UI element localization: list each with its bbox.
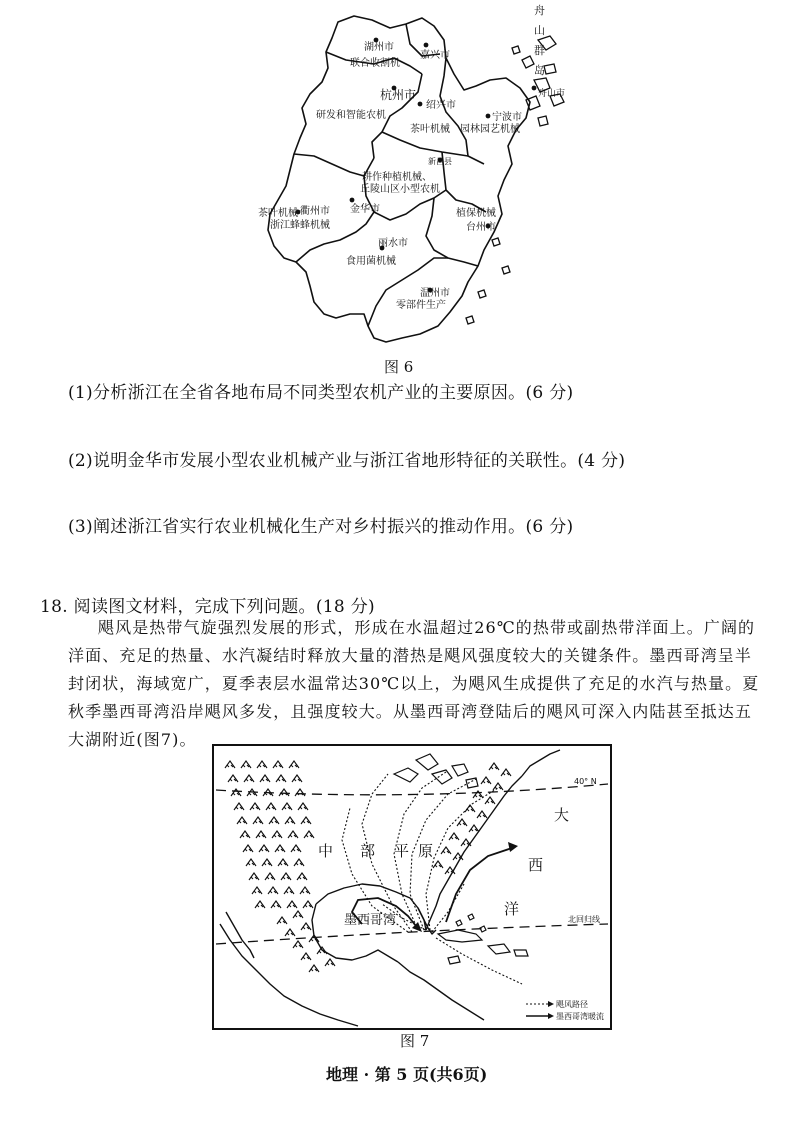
figure-6 bbox=[250, 0, 580, 350]
mountain-symbol bbox=[288, 831, 298, 838]
mountain-symbol bbox=[250, 803, 260, 810]
svg-text:舟山群岛: 舟山群岛 bbox=[534, 4, 545, 77]
mountain-symbol bbox=[301, 817, 311, 824]
mountain-symbol bbox=[275, 845, 285, 852]
mountain-symbol bbox=[441, 847, 451, 854]
question-18-heading: 18. 阅读图文材料，完成下列问题。(18 分) bbox=[40, 597, 375, 617]
great-lakes bbox=[394, 754, 478, 788]
q18-line-5: 大湖附近(图7)。 bbox=[68, 730, 197, 749]
mountain-symbol bbox=[255, 901, 265, 908]
question-17-1: (1)分析浙江在全省各地布局不同类型农机产业的主要原因。(6 分) bbox=[68, 383, 574, 403]
zhoushan-islands bbox=[466, 36, 564, 324]
label-jinhua-ind1: 耕作种植机械、 bbox=[362, 172, 432, 183]
legend-hurricane-path: 飓风路径 bbox=[556, 1000, 588, 1009]
legend-gulf-stream: 墨西哥湾暖流 bbox=[556, 1012, 604, 1021]
mountain-symbol bbox=[469, 825, 479, 832]
question-17-2: (2)说明金华市发展小型农业机械产业与浙江省地形特征的关联性。(4 分) bbox=[68, 451, 626, 471]
mountain-symbol bbox=[300, 887, 310, 894]
q18-line-1: 飓风是热带气旋强烈发展的形式，形成在水温超过26℃的热带或副热带洋面上。广阔的 bbox=[98, 618, 756, 637]
label-ocean-3: 洋 bbox=[504, 900, 520, 918]
mountain-symbol bbox=[301, 953, 311, 960]
mountain-symbol bbox=[485, 797, 495, 804]
border-shaoxing-ningbo bbox=[440, 58, 484, 164]
label-ocean-1: 大 bbox=[554, 806, 570, 824]
label-huzhou-ind: 联合收割机 bbox=[350, 58, 400, 69]
mountain-symbol bbox=[304, 831, 314, 838]
mountain-symbol bbox=[301, 923, 311, 930]
zhejiang-map bbox=[250, 0, 580, 350]
mountain-symbol bbox=[272, 831, 282, 838]
coastline-northeast bbox=[522, 750, 560, 776]
mountain-symbol bbox=[293, 941, 303, 948]
figure-6-caption: 图 6 bbox=[384, 358, 414, 376]
label-zhoushan: 舟山市 bbox=[538, 89, 566, 99]
label-quzhou: 衢州市 bbox=[300, 206, 330, 217]
mountain-symbol bbox=[234, 803, 244, 810]
label-plain-3: 平 bbox=[394, 842, 410, 860]
mountain-symbol bbox=[303, 901, 313, 908]
mountain-symbol bbox=[225, 761, 235, 768]
mountain-symbol bbox=[240, 831, 250, 838]
mountain-symbol bbox=[276, 775, 286, 782]
mountain-symbol bbox=[273, 761, 283, 768]
mountain-symbol bbox=[285, 817, 295, 824]
figure-7 bbox=[212, 744, 612, 1030]
label-shaoxing: 绍兴市 bbox=[426, 100, 456, 111]
mountain-symbol bbox=[246, 859, 256, 866]
label-quzhou-ind2: 浙江蜂蜂机械 bbox=[270, 220, 330, 231]
caribbean-islands bbox=[438, 914, 528, 964]
mountain-symbol bbox=[477, 811, 487, 818]
shaoxing-dot bbox=[418, 102, 423, 107]
q18-line-2: 洋面、充足的热量、水汽凝结时释放大量的潜热是飓风强度较大的关键条件。墨西哥湾呈半 bbox=[68, 646, 753, 665]
mountain-symbol bbox=[489, 763, 499, 770]
ningbo-dot bbox=[486, 114, 491, 119]
mountain-symbol bbox=[287, 901, 297, 908]
mountain-symbol bbox=[231, 789, 241, 796]
mountain-symbol bbox=[325, 959, 335, 966]
mountain-symbol bbox=[277, 917, 287, 924]
mountain-symbol bbox=[292, 775, 302, 782]
mountain-symbol bbox=[237, 817, 247, 824]
label-quzhou-ind1: 茶叶机械 bbox=[258, 208, 298, 219]
mountain-symbol bbox=[243, 845, 253, 852]
mountain-symbol bbox=[268, 887, 278, 894]
label-xinchang: 新昌县 bbox=[428, 157, 452, 166]
mountain-symbol bbox=[252, 887, 262, 894]
label-lishui-ind: 食用菌机械 bbox=[346, 256, 396, 267]
border-shaoxing-south bbox=[382, 132, 468, 156]
label-ningbo: 宁波市 bbox=[492, 112, 522, 123]
mountain-symbol bbox=[269, 817, 279, 824]
mountain-symbol bbox=[501, 769, 511, 776]
latitude-40n bbox=[216, 784, 608, 795]
legend bbox=[526, 999, 604, 1021]
mountain-symbol bbox=[265, 873, 275, 880]
label-tropic: 北回归线 bbox=[568, 915, 600, 924]
mountain-symbol bbox=[260, 775, 270, 782]
label-taizhou: 台州市 bbox=[466, 222, 496, 233]
question-17-3: (3)阐述浙江省实行农业机械化生产对乡村振兴的推动作用。(6 分) bbox=[68, 517, 574, 537]
label-plain-1: 中 bbox=[318, 842, 334, 860]
mountain-symbol bbox=[309, 965, 319, 972]
label-jinhua: 金华市 bbox=[350, 204, 380, 215]
mountain-symbol bbox=[241, 761, 251, 768]
mountain-symbol bbox=[257, 761, 267, 768]
label-taizhou-ind: 植保机械 bbox=[456, 208, 496, 219]
mountain-symbol bbox=[249, 873, 259, 880]
mountain-symbol bbox=[253, 817, 263, 824]
label-shaoxing-ind: 茶叶机械 bbox=[410, 124, 450, 135]
mountain-symbol bbox=[285, 929, 295, 936]
q18-line-4: 秋季墨西哥湾沿岸飓风多发，且强度较大。从墨西哥湾登陆后的飓风可深入内陆甚至抵达五 bbox=[68, 702, 753, 721]
central-america bbox=[398, 962, 484, 1020]
mountain-symbol bbox=[259, 845, 269, 852]
mountain-symbol bbox=[493, 783, 503, 790]
mountain-symbol bbox=[297, 873, 307, 880]
label-wenzhou-ind: 零部件生产 bbox=[396, 300, 446, 311]
baja-peninsula bbox=[226, 912, 254, 958]
mountain-symbol bbox=[293, 911, 303, 918]
mountain-symbol bbox=[228, 775, 238, 782]
mountain-symbol bbox=[281, 873, 291, 880]
label-gulf: 墨西哥湾 bbox=[344, 913, 397, 928]
jinhua-dot bbox=[350, 198, 355, 203]
mountain-symbol bbox=[457, 819, 467, 826]
label-jinhua-ind2: 丘陵山区小型农机 bbox=[360, 184, 440, 195]
arrow-head bbox=[508, 842, 518, 852]
mountain-symbol bbox=[295, 789, 305, 796]
label-zhoushan-islands bbox=[534, 4, 545, 77]
label-hangzhou: 杭州市 bbox=[380, 88, 417, 102]
label-huzhou: 湖州市 bbox=[364, 42, 394, 53]
mountain-symbol bbox=[266, 803, 276, 810]
label-40n: 40° N bbox=[574, 777, 597, 786]
mountain-symbol bbox=[449, 833, 459, 840]
label-jiaxing: 嘉兴市 bbox=[420, 50, 450, 61]
gulf-map bbox=[212, 744, 612, 1030]
tropic-of-cancer bbox=[216, 924, 608, 944]
label-ningbo-ind: 园林园艺机械 bbox=[460, 124, 520, 135]
label-plain-2: 部 bbox=[360, 842, 376, 860]
label-hangzhou-ind: 研发和智能农机 bbox=[316, 110, 386, 121]
mountain-symbol bbox=[481, 777, 491, 784]
q18-line-3: 封闭状，海域宽广，夏季表层水温常达30℃以上，为飓风生成提供了充足的水汽与热量。夏 bbox=[68, 674, 760, 693]
mountain-symbol bbox=[289, 761, 299, 768]
label-lishui: 丽水市 bbox=[378, 238, 408, 249]
label-wenzhou: 温州市 bbox=[420, 288, 450, 299]
mountain-symbol bbox=[278, 859, 288, 866]
page-footer: 地理 · 第 5 页(共6页) bbox=[326, 1065, 488, 1084]
mountain-symbol bbox=[433, 861, 443, 868]
mountain-symbol bbox=[262, 859, 272, 866]
label-plain-4: 原 bbox=[418, 842, 434, 860]
mountain-symbol bbox=[284, 887, 294, 894]
mountain-symbol bbox=[256, 831, 266, 838]
zhoushan-dot bbox=[532, 86, 537, 91]
mountain-symbol bbox=[294, 859, 304, 866]
mountain-symbol bbox=[298, 803, 308, 810]
mountain-symbol bbox=[282, 803, 292, 810]
figure-7-caption: 图 7 bbox=[400, 1032, 430, 1050]
jiaxing-dot bbox=[424, 43, 429, 48]
label-ocean-2: 西 bbox=[528, 856, 544, 874]
mountain-symbol bbox=[271, 901, 281, 908]
mountain-symbol bbox=[244, 775, 254, 782]
mountain-symbol bbox=[291, 845, 301, 852]
